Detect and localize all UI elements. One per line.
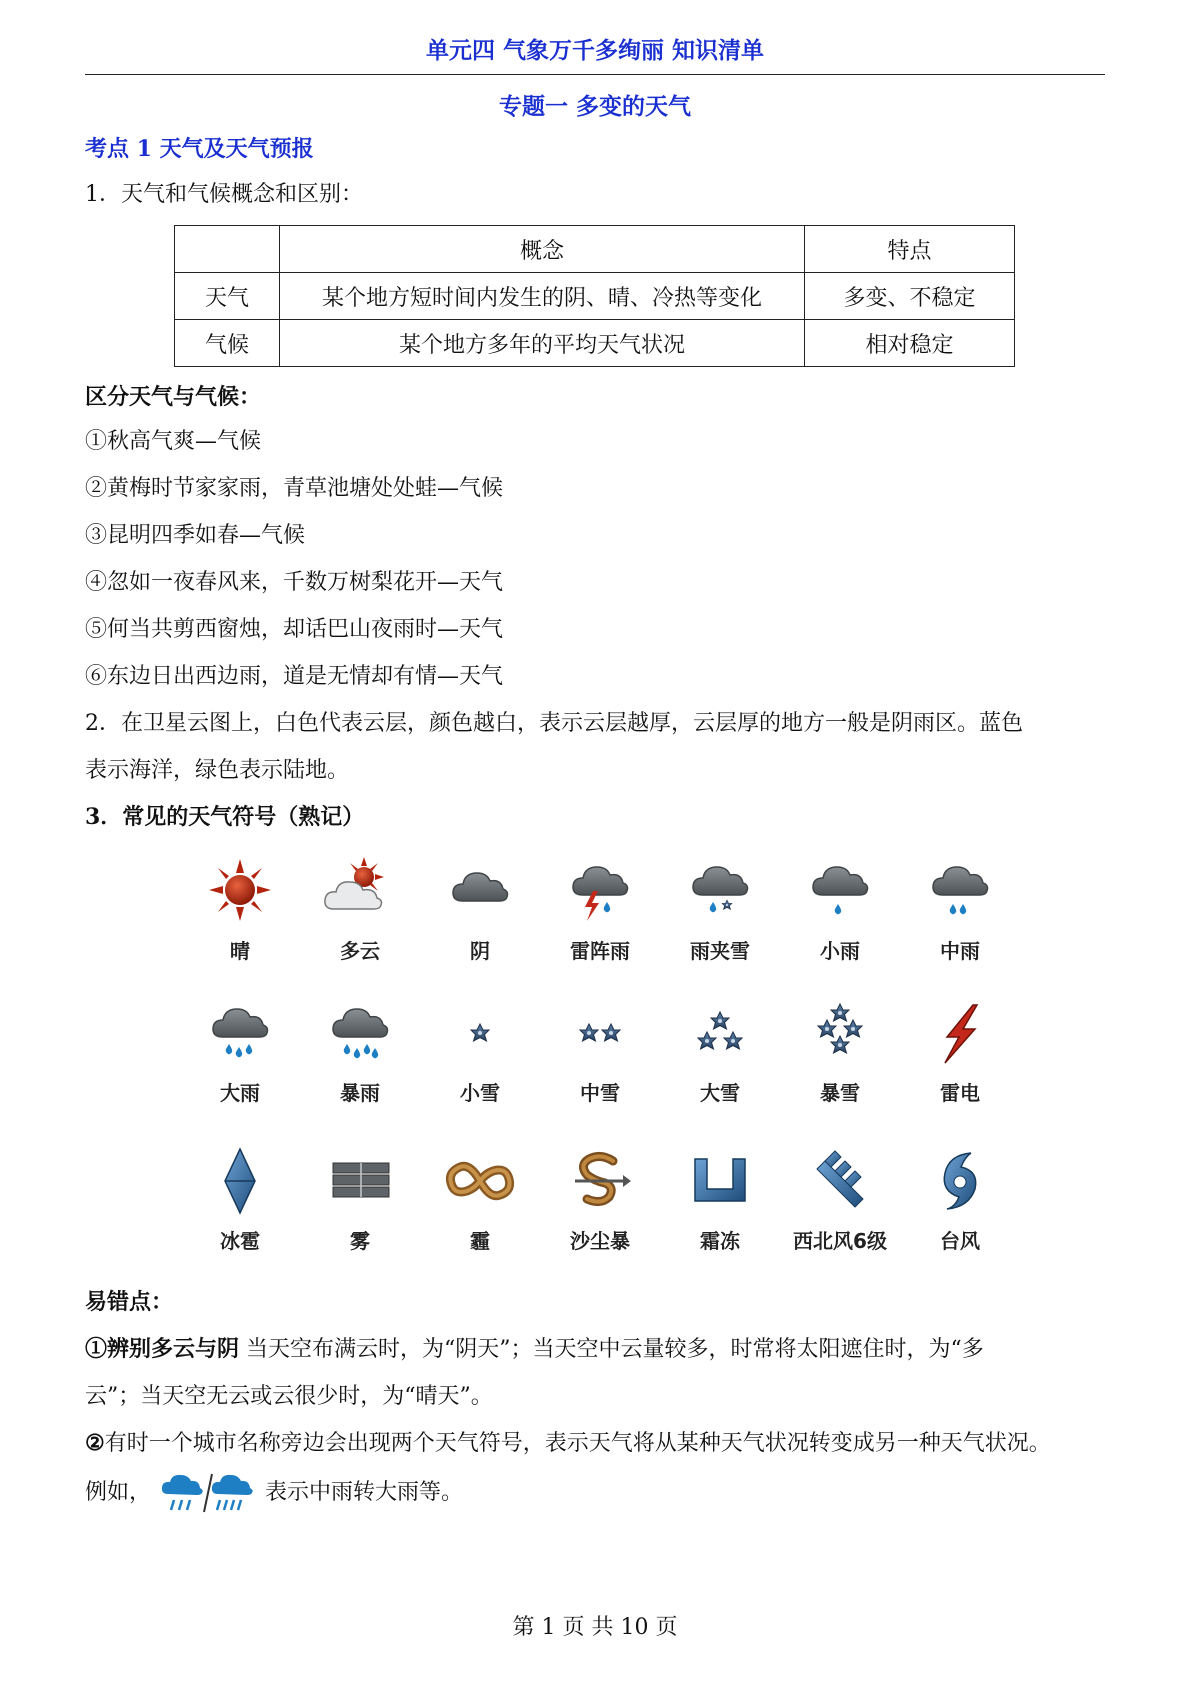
lightning-icon [925,997,995,1067]
snowstorm-icon [805,997,875,1067]
example-suffix: 表示中雨转大雨等。 [265,1480,464,1505]
item-2-line-2: 表示海洋，绿色表示陆地。 [85,758,350,783]
symbol-sleet [660,855,780,965]
heavy-snow-icon [685,997,755,1067]
table-row [175,273,1015,320]
symbol-lightning [900,997,1020,1107]
symbol-label: 晴 [230,939,250,963]
example-line: ⑤何当共剪西窗烛，却话巴山夜雨时—天气 [85,617,504,642]
table-cell: 多变、不稳定 [805,273,1015,320]
frost-icon [685,1145,755,1215]
moderate-rain-icon [925,855,995,925]
sandstorm-icon [565,1145,635,1215]
symbol-label: 多云 [340,939,380,963]
table-cell: 某个地方短时间内发生的阴、晴、冷热等变化 [280,273,805,320]
pitfall-1-title: ①辨别多云与阴 [85,1336,240,1362]
light-rain-icon [805,855,875,925]
symbol-label: 大雪 [700,1081,740,1105]
symbol-light-rain [780,855,900,965]
pitfalls-heading: 易错点： [85,1289,174,1315]
example-prefix: 例如， [85,1480,152,1505]
symbol-label: 雷阵雨 [570,939,630,963]
table-cell: 概念 [280,226,805,273]
symbol-rainstorm [300,997,420,1107]
symbol-label: 沙尘暴 [570,1229,630,1253]
symbol-thunder-shower [540,855,660,965]
symbol-moderate-snow [540,997,660,1107]
table-cell: 某个地方多年的平均天气状况 [280,320,805,367]
table-cell: 气候 [175,320,280,367]
pitfall-1-text: 当天空布满云时，为“阴天”；当天空中云量较多，时常将太阳遮住时，为“多 [239,1337,984,1362]
table-cell [175,226,280,273]
table-row [175,320,1015,367]
sun-icon [205,855,275,925]
symbol-heavy-rain [180,997,300,1107]
symbol-label: 西北风6级 [793,1229,887,1253]
table-cell: 相对稳定 [805,320,1015,367]
example-line: ③昆明四季如春—气候 [85,523,306,548]
item-2-line-1: 2．在卫星云图上，白色代表云层，颜色越白，表示云层越厚，云层厚的地方一般是阴雨区。蓝色 [85,711,1024,736]
moderate-to-heavy-rain-icon [158,1468,258,1518]
fog-icon [325,1145,395,1215]
unit-title: 单元四 气象万千多绚丽 知识清单 [425,37,764,64]
table-cell: 特点 [805,226,1015,273]
symbol-snowstorm [780,997,900,1107]
light-snow-icon [445,997,515,1067]
sleet-icon [685,855,755,925]
item-1: 1．天气和气候概念和区别： [85,182,363,207]
symbol-label: 暴雨 [340,1081,380,1105]
distinguish-heading: 区分天气与气候： [85,384,262,410]
symbol-label: 霾 [470,1229,490,1253]
pitfall-2 [85,1426,1051,1457]
symbol-sun [180,855,300,965]
table-header-row [175,226,1015,273]
weather-climate-table [174,225,1015,367]
heavy-rain-icon [205,997,275,1067]
symbol-typhoon [900,1145,1020,1255]
section-heading: 考点 1 天气及天气预报 [85,136,314,162]
symbol-label: 暴雪 [820,1081,860,1105]
symbol-label: 霜冻 [700,1229,740,1253]
symbol-wind [780,1145,900,1255]
symbol-haze [420,1145,540,1255]
cloudy-icon [320,855,400,925]
wind-icon [805,1145,875,1215]
symbol-label: 台风 [940,1229,980,1253]
typhoon-icon [925,1145,995,1215]
symbol-label: 冰雹 [220,1229,260,1253]
topic-title: 专题一 多变的天气 [498,93,691,120]
symbol-cloudy [300,855,420,965]
symbol-frost [660,1145,780,1255]
symbol-label: 大雨 [220,1081,260,1105]
pitfall-2-text: 有时一个城市名称旁边会出现两个天气符号，表示天气将从某种天气状况转变成另一种天气状况。 [104,1431,1051,1456]
page-footer: 第 1 页 共 10 页 [512,1615,678,1640]
symbol-label: 雨夹雪 [690,939,750,963]
table-cell: 天气 [175,273,280,320]
symbol-label: 中雨 [940,939,980,963]
symbol-sandstorm [540,1145,660,1255]
symbol-moderate-rain [900,855,1020,965]
symbol-heavy-snow [660,997,780,1107]
symbol-overcast [420,855,540,965]
weather-symbols-grid [180,855,1020,1275]
symbol-light-snow [420,997,540,1107]
example-line: ⑥东边日出西边雨，道是无情却有情—天气 [85,664,504,689]
example-line: ②黄梅时节家家雨，青草池塘处处蛙—气候 [85,476,504,501]
pitfall-2-number: ② [85,1430,105,1456]
pitfall-1-continued: 云”；当天空无云或云很少时，为“晴天”。 [85,1384,493,1409]
header-divider [85,74,1105,75]
hail-icon [205,1145,275,1215]
symbol-label: 雷电 [940,1081,980,1105]
pitfall-example [85,1468,463,1518]
symbol-label: 小雪 [460,1081,500,1105]
haze-icon [445,1145,515,1215]
symbol-hail [180,1145,300,1255]
item-3: 3．常见的天气符号（熟记） [85,804,365,830]
thunder-shower-icon [565,855,635,925]
symbol-label: 雾 [350,1229,370,1253]
example-line: ④忽如一夜春风来，千数万树梨花开—天气 [85,570,504,595]
rainstorm-icon [325,997,395,1067]
symbol-label: 中雪 [580,1081,620,1105]
symbol-label: 小雨 [820,939,860,963]
symbol-label: 阴 [470,939,490,963]
symbol-fog [300,1145,420,1255]
pitfall-1 [85,1332,984,1363]
moderate-snow-icon [565,997,635,1067]
overcast-icon [445,855,515,925]
example-line: ①秋高气爽—气候 [85,429,262,454]
